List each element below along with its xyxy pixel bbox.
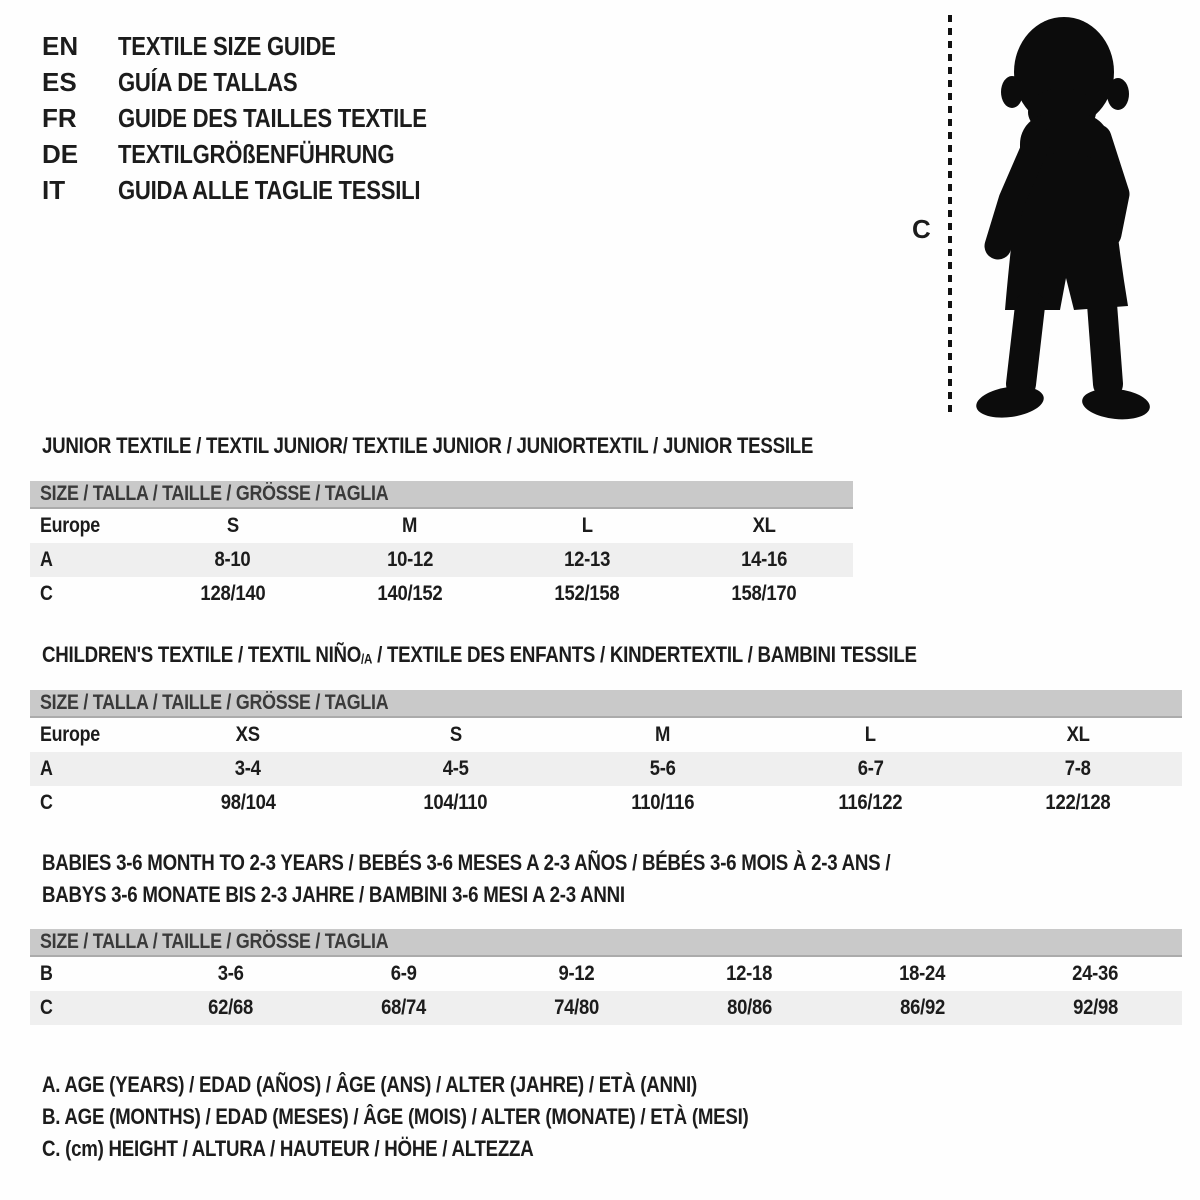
height-value: 86/92 xyxy=(900,996,945,1019)
title-subscript: /A xyxy=(361,651,373,667)
height-value: 140/152 xyxy=(377,582,443,605)
height-value: 116/122 xyxy=(838,791,903,814)
age-value: 4-5 xyxy=(442,757,469,780)
row-label: B xyxy=(40,962,53,985)
language-code: DE xyxy=(42,139,79,169)
language-row-it xyxy=(42,172,481,208)
table-row-age-months xyxy=(30,957,1182,991)
language-row-de xyxy=(42,136,481,172)
junior-size-table xyxy=(30,481,853,611)
age-value: 18-24 xyxy=(899,962,946,985)
size-value: XS xyxy=(235,723,260,746)
row-label: Europe xyxy=(40,514,100,537)
age-value: 3-6 xyxy=(217,962,244,985)
age-value: 9-12 xyxy=(558,962,595,985)
size-value: L xyxy=(865,723,877,746)
guide-title-en: TEXTILE SIZE GUIDE xyxy=(118,31,336,61)
table-row-europe xyxy=(30,718,1182,752)
age-value: 10-12 xyxy=(386,548,433,571)
guide-title-fr: GUIDE DES TAILLES TEXTILE xyxy=(118,103,427,133)
row-label: C xyxy=(40,791,53,814)
size-value: L xyxy=(581,514,593,537)
age-value: 6-7 xyxy=(857,757,884,780)
size-value: XL xyxy=(752,514,776,537)
height-value: 158/170 xyxy=(731,582,797,605)
table-row-height xyxy=(30,991,1182,1025)
language-code: ES xyxy=(42,67,77,97)
age-value: 14-16 xyxy=(741,548,788,571)
babies-title-line1: BABIES 3-6 MONTH TO 2-3 YEARS / BEBÉS 3-6 MESES A 2-3 AÑOS / BÉBÉS 3-6 MOIS À 2-3 ANS / xyxy=(42,850,891,875)
size-value: M xyxy=(402,514,418,537)
language-code: EN xyxy=(42,31,79,61)
children-size-table xyxy=(30,690,1182,820)
table-row-age xyxy=(30,752,1182,786)
legend-height-cm: C. (cm) HEIGHT / ALTURA / HAUTEUR / HÖHE / ALTEZZA xyxy=(42,1136,534,1161)
row-label: A xyxy=(40,757,53,780)
guide-title-es: GUÍA DE TALLAS xyxy=(118,67,298,97)
language-row-es xyxy=(42,64,481,100)
age-value: 5-6 xyxy=(650,757,676,780)
age-value: 12-18 xyxy=(726,962,773,985)
height-value: 122/128 xyxy=(1045,791,1111,814)
height-value: 92/98 xyxy=(1073,996,1118,1019)
height-value: 62/68 xyxy=(208,996,253,1019)
age-value: 8-10 xyxy=(214,548,251,571)
size-value: S xyxy=(449,723,462,746)
age-value: 3-4 xyxy=(234,757,261,780)
babies-title-line2: BABYS 3-6 MONATE BIS 2-3 JAHRE / BAMBINI 3-6 MESI A 2-3 ANNI xyxy=(42,882,625,907)
language-row-fr xyxy=(42,100,481,136)
size-value: M xyxy=(655,723,671,746)
age-value: 6-9 xyxy=(390,962,417,985)
table-row-height xyxy=(30,786,1182,820)
legend-age-years: A. AGE (YEARS) / EDAD (AÑOS) / ÂGE (ANS) / ALTER (JAHRE) / ETÀ (ANNI) xyxy=(42,1072,697,1097)
row-label: Europe xyxy=(40,723,100,746)
legend xyxy=(42,1069,873,1165)
language-list xyxy=(42,28,481,208)
language-row-en xyxy=(42,28,481,64)
size-header-bar xyxy=(30,690,1182,718)
size-header-label: SIZE / TALLA / TAILLE / GRÖSSE / TAGLIA xyxy=(40,691,389,714)
guide-title-de: TEXTILGRÖßENFÜHRUNG xyxy=(118,139,395,169)
table-row-europe xyxy=(30,509,853,543)
guide-title-it: GUIDA ALLE TAGLIE TESSILI xyxy=(118,175,421,205)
table-row-age xyxy=(30,543,853,577)
age-value: 12-13 xyxy=(564,548,611,571)
size-header-label: SIZE / TALLA / TAILLE / GRÖSSE / TAGLIA xyxy=(40,482,389,505)
height-value: 152/158 xyxy=(554,582,620,605)
height-value: 128/140 xyxy=(200,582,266,605)
size-value: S xyxy=(226,514,239,537)
row-label: C xyxy=(40,582,53,605)
size-header-bar xyxy=(30,481,853,509)
table-row-height xyxy=(30,577,853,611)
age-value: 24-36 xyxy=(1072,962,1119,985)
height-value: 110/116 xyxy=(631,791,695,814)
size-value: XL xyxy=(1066,723,1090,746)
height-value: 98/104 xyxy=(220,791,276,814)
junior-section-title: JUNIOR TEXTILE / TEXTIL JUNIOR/ TEXTILE JUNIOR / JUNIORTEXTIL / JUNIOR TESSILE xyxy=(42,433,814,458)
height-measure-label: C xyxy=(912,214,931,244)
language-code: IT xyxy=(42,175,66,205)
height-value: 68/74 xyxy=(381,996,426,1019)
language-code: FR xyxy=(42,103,77,133)
height-value: 80/86 xyxy=(727,996,772,1019)
height-dashed-line xyxy=(946,15,954,417)
height-value: 74/80 xyxy=(554,996,599,1019)
height-value: 104/110 xyxy=(423,791,488,814)
toddler-silhouette-icon xyxy=(958,12,1150,420)
babies-size-table xyxy=(30,929,1182,1025)
age-value: 7-8 xyxy=(1065,757,1092,780)
row-label: C xyxy=(40,996,53,1019)
children-section-title: CHILDREN'S TEXTILE / TEXTIL NIÑO/A / TEXTILE DES ENFANTS / KINDERTEXTIL / BAMBINI TESSILE xyxy=(42,642,917,667)
legend-age-months: B. AGE (MONTHS) / EDAD (MESES) / ÂGE (MOIS) / ALTER (MONATE) / ETÀ (MESI) xyxy=(42,1104,749,1129)
babies-section-title xyxy=(42,847,1040,911)
row-label: A xyxy=(40,548,53,571)
size-header-bar xyxy=(30,929,1182,957)
size-header-label: SIZE / TALLA / TAILLE / GRÖSSE / TAGLIA xyxy=(40,930,389,953)
